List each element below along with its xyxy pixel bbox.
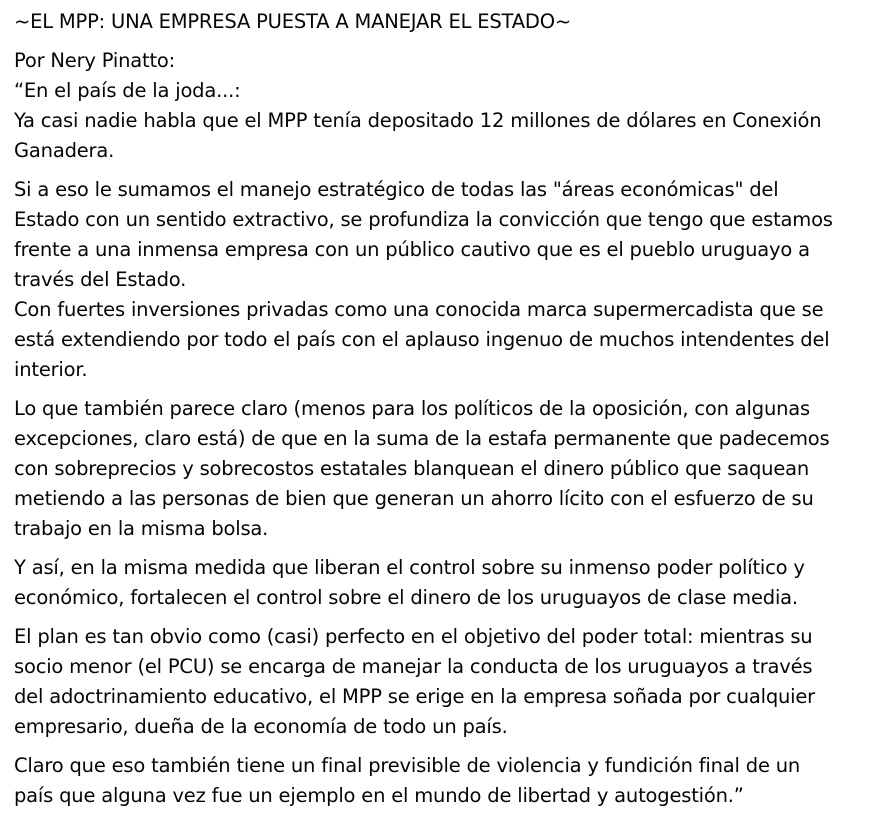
text-line: Estado con un sentido extractivo, se profundiza la convicción que tengo que estamos bbox=[14, 208, 833, 231]
body-paragraph bbox=[14, 622, 866, 742]
byline: Por Nery Pinatto: bbox=[14, 49, 175, 72]
text-line: “En el país de la joda...: bbox=[14, 79, 241, 102]
byline-paragraph bbox=[14, 46, 866, 166]
body-paragraph bbox=[14, 553, 866, 613]
text-line: país que alguna vez fue un ejemplo en el mundo de libertad y autogestión.” bbox=[14, 784, 744, 807]
text-line: Lo que también parece claro (menos para los políticos de la oposición, con algunas bbox=[14, 397, 810, 420]
text-line: metiendo a las personas de bien que generan un ahorro lícito con el esfuerzo de su bbox=[14, 487, 814, 510]
text-line: trabajo en la misma bolsa. bbox=[14, 517, 269, 540]
text-line: través del Estado. bbox=[14, 268, 187, 291]
text-line: con sobreprecios y sobrecostos estatales blanquean el dinero público que saquean bbox=[14, 457, 810, 480]
text-line: socio menor (el PCU) se encarga de manejar la conducta de los uruguayos a través bbox=[14, 655, 813, 678]
text-line: frente a una inmensa empresa con un público cautivo que es el pueblo uruguayo a bbox=[14, 238, 810, 261]
body-paragraph bbox=[14, 751, 866, 811]
text-line: Con fuertes inversiones privadas como una conocida marca supermercadista que se bbox=[14, 298, 824, 321]
text-line: del adoctrinamiento educativo, el MPP se erige en la empresa soñada por cualquier bbox=[14, 685, 816, 708]
body-paragraph bbox=[14, 175, 866, 385]
text-line: Ya casi nadie habla que el MPP tenía depositado 12 millones de dólares en Conexión bbox=[14, 109, 822, 132]
post-body bbox=[14, 7, 866, 820]
text-line: está extendiendo por todo el país con el aplauso ingenuo de muchos intendentes del bbox=[14, 328, 830, 351]
text-line: Ganadera. bbox=[14, 139, 115, 162]
text-line: El plan es tan obvio como (casi) perfecto en el objetivo del poder total: mientras su bbox=[14, 625, 813, 648]
text-line: empresario, dueña de la economía de todo un país. bbox=[14, 715, 508, 738]
text-line: económico, fortalecen el control sobre el dinero de los uruguayos de clase media. bbox=[14, 586, 798, 609]
post-title: ~EL MPP: UNA EMPRESA PUESTA A MANEJAR EL ESTADO~ bbox=[14, 10, 571, 33]
text-line: Claro que eso también tiene un final previsible de violencia y fundición final de un bbox=[14, 754, 801, 777]
text-line: Y así, en la misma medida que liberan el control sobre su inmenso poder político y bbox=[14, 556, 805, 579]
text-line: Si a eso le sumamos el manejo estratégico de todas las "áreas económicas" del bbox=[14, 178, 779, 201]
post-title-paragraph bbox=[14, 7, 866, 37]
body-paragraph bbox=[14, 394, 866, 544]
text-line: excepciones, claro está) de que en la suma de la estafa permanente que padecemos bbox=[14, 427, 830, 450]
text-line: interior. bbox=[14, 358, 88, 381]
